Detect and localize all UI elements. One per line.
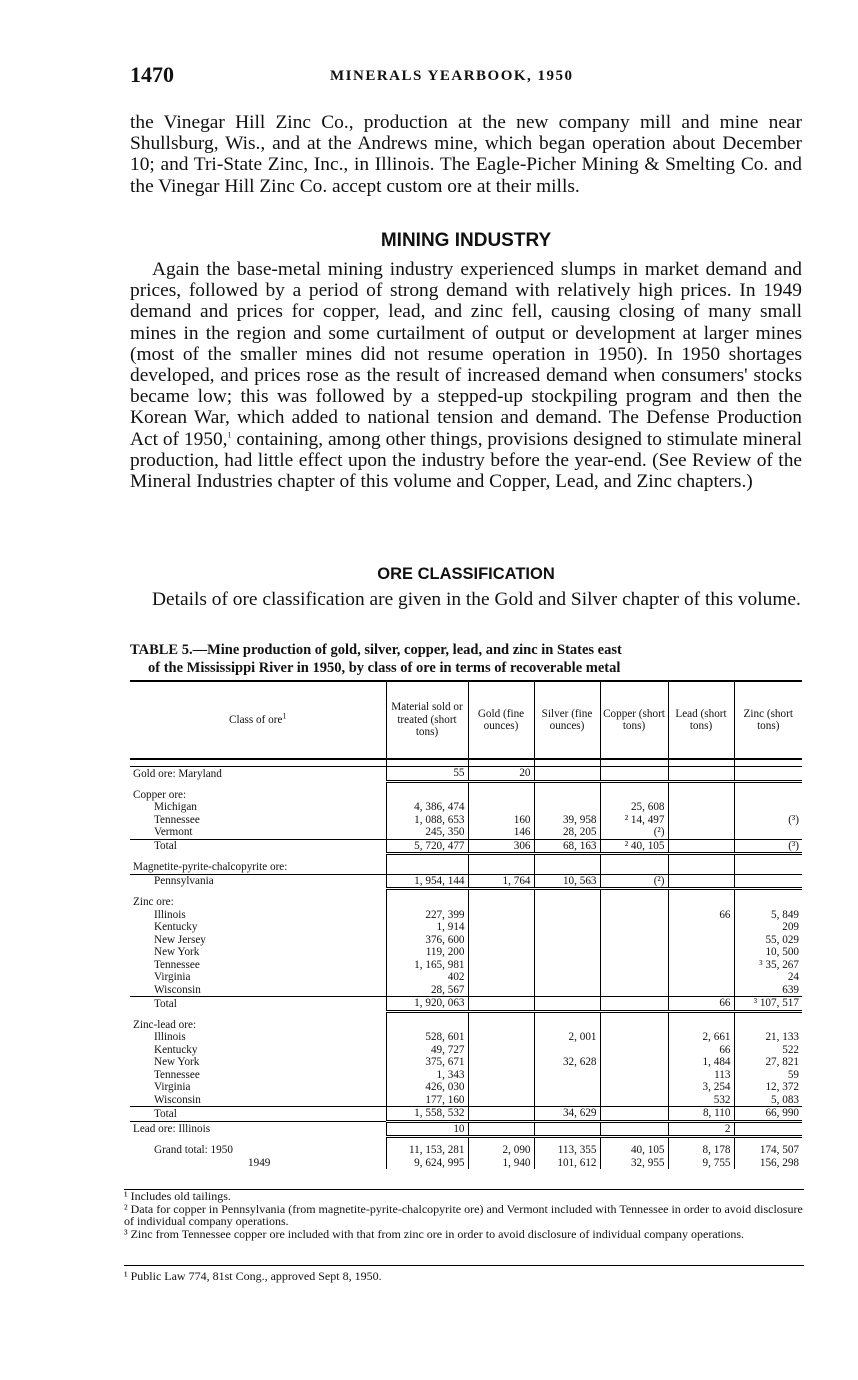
cell-copper xyxy=(600,959,668,972)
cell-gold xyxy=(468,1094,534,1107)
cell-zinc: 5, 083 xyxy=(734,1094,802,1107)
header-zinc: Zinc (short tons) xyxy=(734,681,802,759)
cell-copper xyxy=(600,946,668,959)
cell-silver: 2, 001 xyxy=(534,1031,600,1044)
cell-gold xyxy=(468,1056,534,1069)
cell-lead: 2, 661 xyxy=(668,1031,734,1044)
cell-copper: 40, 105 xyxy=(600,1144,668,1157)
cell-gold xyxy=(468,959,534,972)
cell-material: 1, 088, 653 xyxy=(386,814,468,827)
cell-material: 1, 165, 981 xyxy=(386,959,468,972)
cell-material: 1, 954, 144 xyxy=(386,874,468,889)
cell-silver xyxy=(534,921,600,934)
cell-gold xyxy=(468,997,534,1012)
cell-zinc: (³) xyxy=(734,814,802,827)
cell-zinc: ³ 107, 517 xyxy=(734,997,802,1012)
header-lead: Lead (short tons) xyxy=(668,681,734,759)
mining-industry-paragraph xyxy=(130,259,802,492)
cell-zinc: 24 xyxy=(734,971,802,984)
footnote-1: ¹ Includes old tailings. xyxy=(124,1189,231,1203)
table-row xyxy=(130,1107,802,1122)
cell-copper: ² 14, 497 xyxy=(600,814,668,827)
row-label: Total xyxy=(130,997,386,1012)
cell-gold: 146 xyxy=(468,826,534,839)
table-caption xyxy=(130,641,802,677)
table-row xyxy=(130,801,802,814)
cell-gold xyxy=(468,971,534,984)
cell-zinc: 27, 821 xyxy=(734,1056,802,1069)
cell-silver xyxy=(534,946,600,959)
cell-copper xyxy=(600,767,668,782)
cell-lead xyxy=(668,971,734,984)
cell-gold xyxy=(468,984,534,997)
table-caption-line2: of the Mississippi River in 1950, by class of ore in terms of recoverable metal xyxy=(148,660,621,676)
cell-material: 1, 343 xyxy=(386,1069,468,1082)
cell-material: 227, 399 xyxy=(386,909,468,922)
cell-copper xyxy=(600,1107,668,1122)
table-row xyxy=(130,1044,802,1057)
cell-silver: 113, 355 xyxy=(534,1144,600,1157)
ore-classification-heading: ORE CLASSIFICATION xyxy=(377,565,555,583)
row-label: 1949 xyxy=(248,1156,271,1169)
cell-lead xyxy=(668,874,734,889)
table-row xyxy=(130,1144,802,1157)
group-label: Magnetite-pyrite-chalcopyrite ore: xyxy=(133,861,288,873)
table-header-row xyxy=(130,681,802,759)
ore-classification-paragraph: Details of ore classification are given in the Gold and Silver chapter of this volume. xyxy=(152,589,801,610)
table-body xyxy=(130,759,802,1169)
group-header-row xyxy=(130,861,802,874)
table-footnotes xyxy=(124,1189,804,1240)
row-label: New York xyxy=(154,946,200,958)
cell-zinc: 10, 500 xyxy=(734,946,802,959)
row-label: New York xyxy=(154,1056,200,1068)
cell-zinc: 209 xyxy=(734,921,802,934)
header-silver: Silver (fine ounces) xyxy=(534,681,600,759)
table-row xyxy=(130,1056,802,1069)
cell-lead: 66 xyxy=(668,909,734,922)
cell-zinc xyxy=(734,1121,802,1137)
cell-silver: 68, 163 xyxy=(534,839,600,854)
cell-material: 119, 200 xyxy=(386,946,468,959)
header-material: Material sold or treated (short tons) xyxy=(386,681,468,759)
cell-zinc: 66, 990 xyxy=(734,1107,802,1122)
cell-copper xyxy=(600,1056,668,1069)
cell-silver xyxy=(534,1094,600,1107)
cell-lead xyxy=(668,934,734,947)
group-label: Copper ore: xyxy=(133,788,187,801)
cell-copper xyxy=(600,934,668,947)
page-header xyxy=(130,62,802,92)
table-row xyxy=(130,874,802,889)
cell-copper xyxy=(600,1031,668,1044)
cell-material: 5, 720, 477 xyxy=(386,839,468,854)
cell-gold xyxy=(468,921,534,934)
cell-lead: 2 xyxy=(668,1121,734,1137)
cell-silver xyxy=(534,934,600,947)
cell-gold xyxy=(468,1081,534,1094)
row-label: Tennessee xyxy=(154,813,200,826)
cell-zinc: 59 xyxy=(734,1069,802,1082)
mining-industry-heading: MINING INDUSTRY xyxy=(380,230,552,251)
cell-lead: 3, 254 xyxy=(668,1081,734,1094)
cell-material: 11, 153, 281 xyxy=(386,1144,468,1157)
cell-lead xyxy=(668,921,734,934)
cell-copper: (²) xyxy=(600,874,668,889)
cell-zinc: 156, 298 xyxy=(734,1157,802,1170)
cell-zinc xyxy=(734,767,802,782)
row-label: Illinois xyxy=(154,1031,186,1043)
cell-copper xyxy=(600,984,668,997)
cell-copper: (²) xyxy=(600,826,668,839)
table-row xyxy=(130,1031,802,1044)
row-label: Vermont xyxy=(154,826,193,838)
cell-gold: 306 xyxy=(468,839,534,854)
cell-silver xyxy=(534,909,600,922)
row-label: Total xyxy=(130,839,386,854)
group-label: Zinc-lead ore: xyxy=(133,1018,197,1031)
row-label: Pennsylvania xyxy=(130,874,386,889)
cell-copper xyxy=(600,1121,668,1137)
cell-zinc: 55, 029 xyxy=(734,934,802,947)
cell-zinc: 174, 507 xyxy=(734,1144,802,1157)
cell-material: 528, 601 xyxy=(386,1031,468,1044)
cell-zinc: ³ 35, 267 xyxy=(734,959,802,972)
cell-silver: 39, 958 xyxy=(534,814,600,827)
row-label: Grand total: 1950 xyxy=(154,1144,233,1156)
cell-copper xyxy=(600,1094,668,1107)
group-label: Zinc ore: xyxy=(133,896,174,908)
table-row xyxy=(130,814,802,827)
cell-material: 402 xyxy=(386,971,468,984)
cell-lead xyxy=(668,984,734,997)
table-row xyxy=(130,1094,802,1107)
ore-production-table xyxy=(130,680,802,1169)
cell-silver: 34, 629 xyxy=(534,1107,600,1122)
cell-material: 49, 727 xyxy=(386,1044,468,1057)
cell-copper xyxy=(600,1081,668,1094)
footnote-ref: 1 xyxy=(227,430,232,440)
row-label: Total xyxy=(130,1107,386,1122)
table-row xyxy=(130,1081,802,1094)
cell-zinc xyxy=(734,801,802,814)
table-row xyxy=(130,767,802,782)
cell-silver: 10, 563 xyxy=(534,874,600,889)
table-row xyxy=(130,946,802,959)
cell-silver xyxy=(534,1121,600,1137)
table-row xyxy=(130,921,802,934)
cell-copper xyxy=(600,971,668,984)
table-row xyxy=(130,959,802,972)
cell-silver: 28, 205 xyxy=(534,826,600,839)
cell-silver: 32, 628 xyxy=(534,1056,600,1069)
cell-lead xyxy=(668,839,734,854)
cell-gold xyxy=(468,1121,534,1137)
table-row xyxy=(130,1069,802,1082)
footnote-3: ³ Zinc from Tennessee copper ore included with that from zinc ore in order to avoid disclosure of individual company operations. xyxy=(124,1226,745,1241)
cell-gold xyxy=(468,801,534,814)
cell-lead: 9, 755 xyxy=(668,1157,734,1170)
cell-copper xyxy=(600,1044,668,1057)
cell-silver xyxy=(534,984,600,997)
cell-material: 376, 600 xyxy=(386,934,468,947)
cell-lead: 66 xyxy=(668,997,734,1012)
page-number: 1470 xyxy=(130,62,174,87)
cell-material: 426, 030 xyxy=(386,1081,468,1094)
row-label: Kentucky xyxy=(154,921,198,933)
cell-gold xyxy=(468,1107,534,1122)
page-footnote: ¹ Public Law 774, 81st Cong., approved Sept 8, 1950. xyxy=(124,1265,804,1284)
cell-zinc: 21, 133 xyxy=(734,1031,802,1044)
table-row xyxy=(130,909,802,922)
cell-lead: 113 xyxy=(668,1069,734,1082)
cell-silver xyxy=(534,1044,600,1057)
table-row xyxy=(130,1121,802,1137)
cell-zinc: 5, 849 xyxy=(734,909,802,922)
table-row xyxy=(130,826,802,839)
row-label: Wisconsin xyxy=(154,983,201,996)
cell-lead: 532 xyxy=(668,1094,734,1107)
cell-lead: 1, 484 xyxy=(668,1056,734,1069)
cell-material: 245, 350 xyxy=(386,826,468,839)
table-row xyxy=(130,971,802,984)
group-header-row xyxy=(130,789,802,802)
cell-material: 4, 386, 474 xyxy=(386,801,468,814)
table-row xyxy=(130,1157,802,1170)
table-row xyxy=(130,997,802,1012)
cell-gold xyxy=(468,1069,534,1082)
cell-copper: 32, 955 xyxy=(600,1157,668,1170)
cell-gold xyxy=(468,1044,534,1057)
cell-zinc: (³) xyxy=(734,839,802,854)
header-copper: Copper (short tons) xyxy=(600,681,668,759)
cell-lead xyxy=(668,826,734,839)
table-row xyxy=(130,934,802,947)
cell-lead xyxy=(668,959,734,972)
table-row xyxy=(130,839,802,854)
cell-material: 55 xyxy=(386,767,468,782)
cell-lead xyxy=(668,801,734,814)
cell-zinc: 522 xyxy=(734,1044,802,1057)
cell-lead xyxy=(668,814,734,827)
cell-gold: 2, 090 xyxy=(468,1144,534,1157)
group-header-row xyxy=(130,896,802,909)
table-row xyxy=(130,984,802,997)
cell-silver: 101, 612 xyxy=(534,1157,600,1170)
mining-text-part2: containing, among other things, provisions designed to stimulate mineral production, had little effect upon the industry before the year-end. (See Review of the Mineral Industries chapter of this volume and Copper, Lead, and Zinc chapters.) xyxy=(130,428,802,493)
row-label: Virginia xyxy=(154,971,191,983)
cell-zinc xyxy=(734,826,802,839)
cell-lead xyxy=(668,946,734,959)
cell-copper xyxy=(600,1069,668,1082)
cell-material: 1, 558, 532 xyxy=(386,1107,468,1122)
row-label: Illinois xyxy=(154,908,186,921)
cell-copper xyxy=(600,921,668,934)
cell-gold: 1, 764 xyxy=(468,874,534,889)
cell-lead: 8, 178 xyxy=(668,1144,734,1157)
cell-material: 1, 920, 063 xyxy=(386,997,468,1012)
row-label: New Jersey xyxy=(154,933,206,946)
cell-copper: 25, 608 xyxy=(600,801,668,814)
table-caption-line1: TABLE 5.—Mine production of gold, silver, copper, lead, and zinc in States east xyxy=(130,642,622,658)
cell-lead: 8, 110 xyxy=(668,1107,734,1122)
row-label: Virginia xyxy=(154,1081,191,1093)
running-title: MINERALS YEARBOOK, 1950 xyxy=(330,68,574,84)
cell-copper xyxy=(600,909,668,922)
cell-material: 28, 567 xyxy=(386,984,468,997)
cell-silver xyxy=(534,767,600,782)
row-label: Michigan xyxy=(154,801,197,813)
intro-paragraph: the Vinegar Hill Zinc Co., production at the new company mill and mine near Shullsburg, Wis., and at the Andrews mine, which began operation about December 10; and Tri-State Zinc, Inc., in Illinois. The Eagle-Picher Mining & Smelting Co. and the Vinegar Hill Zinc Co. accept custom ore at their mills. xyxy=(130,112,802,197)
cell-zinc: 639 xyxy=(734,984,802,997)
group-header-row xyxy=(130,1019,802,1032)
mining-text-part1: Again the base-metal mining industry experienced slumps in market demand and prices, followed by a period of strong demand with relatively high prices. In 1949 demand and prices for copper, lead, and zinc fell, causing closing of many small mines in the region and some curtailment of output or development at larger mines (most of the smaller mines did not resume operation in 1950). In 1950 shortages developed, and prices rose as the result of increased demand when consumers' stocks became low; this was followed by a stepped-up stockpiling program and then the Korean War, which added to national tension and demand. The Defense Production Act of 1950, xyxy=(130,259,802,450)
row-label: Tennessee xyxy=(154,958,200,971)
cell-silver xyxy=(534,959,600,972)
cell-zinc: 12, 372 xyxy=(734,1081,802,1094)
cell-gold xyxy=(468,934,534,947)
cell-silver xyxy=(534,801,600,814)
cell-lead: 66 xyxy=(668,1044,734,1057)
row-label: Lead ore: Illinois xyxy=(130,1121,386,1137)
row-label: Kentucky xyxy=(154,1043,198,1056)
cell-silver xyxy=(534,997,600,1012)
cell-material: 177, 160 xyxy=(386,1094,468,1107)
cell-material: 10 xyxy=(386,1121,468,1137)
cell-gold: 20 xyxy=(468,767,534,782)
cell-zinc xyxy=(734,874,802,889)
cell-gold: 160 xyxy=(468,814,534,827)
cell-silver xyxy=(534,1069,600,1082)
cell-material: 375, 671 xyxy=(386,1056,468,1069)
row-label: Wisconsin xyxy=(154,1093,201,1106)
cell-gold: 1, 940 xyxy=(468,1157,534,1170)
cell-lead xyxy=(668,767,734,782)
cell-copper: ² 40, 105 xyxy=(600,839,668,854)
cell-material: 9, 624, 995 xyxy=(386,1157,468,1170)
cell-silver xyxy=(534,971,600,984)
header-gold: Gold (fine ounces) xyxy=(468,681,534,759)
cell-gold xyxy=(468,946,534,959)
row-label: Gold ore: Maryland xyxy=(130,767,386,782)
cell-gold xyxy=(468,909,534,922)
header-class: Class of ore$^1$ xyxy=(130,681,386,759)
row-label: Tennessee xyxy=(154,1068,200,1081)
cell-material: 1, 914 xyxy=(386,921,468,934)
footnote-2: ² Data for copper in Pennsylvania (from magnetite-pyrite-chalcopyrite ore) and Vermont included with Tennessee in order to avoid disclosure of individual company operations. xyxy=(124,1201,803,1228)
cell-copper xyxy=(600,997,668,1012)
cell-silver xyxy=(534,1081,600,1094)
cell-gold xyxy=(468,1031,534,1044)
